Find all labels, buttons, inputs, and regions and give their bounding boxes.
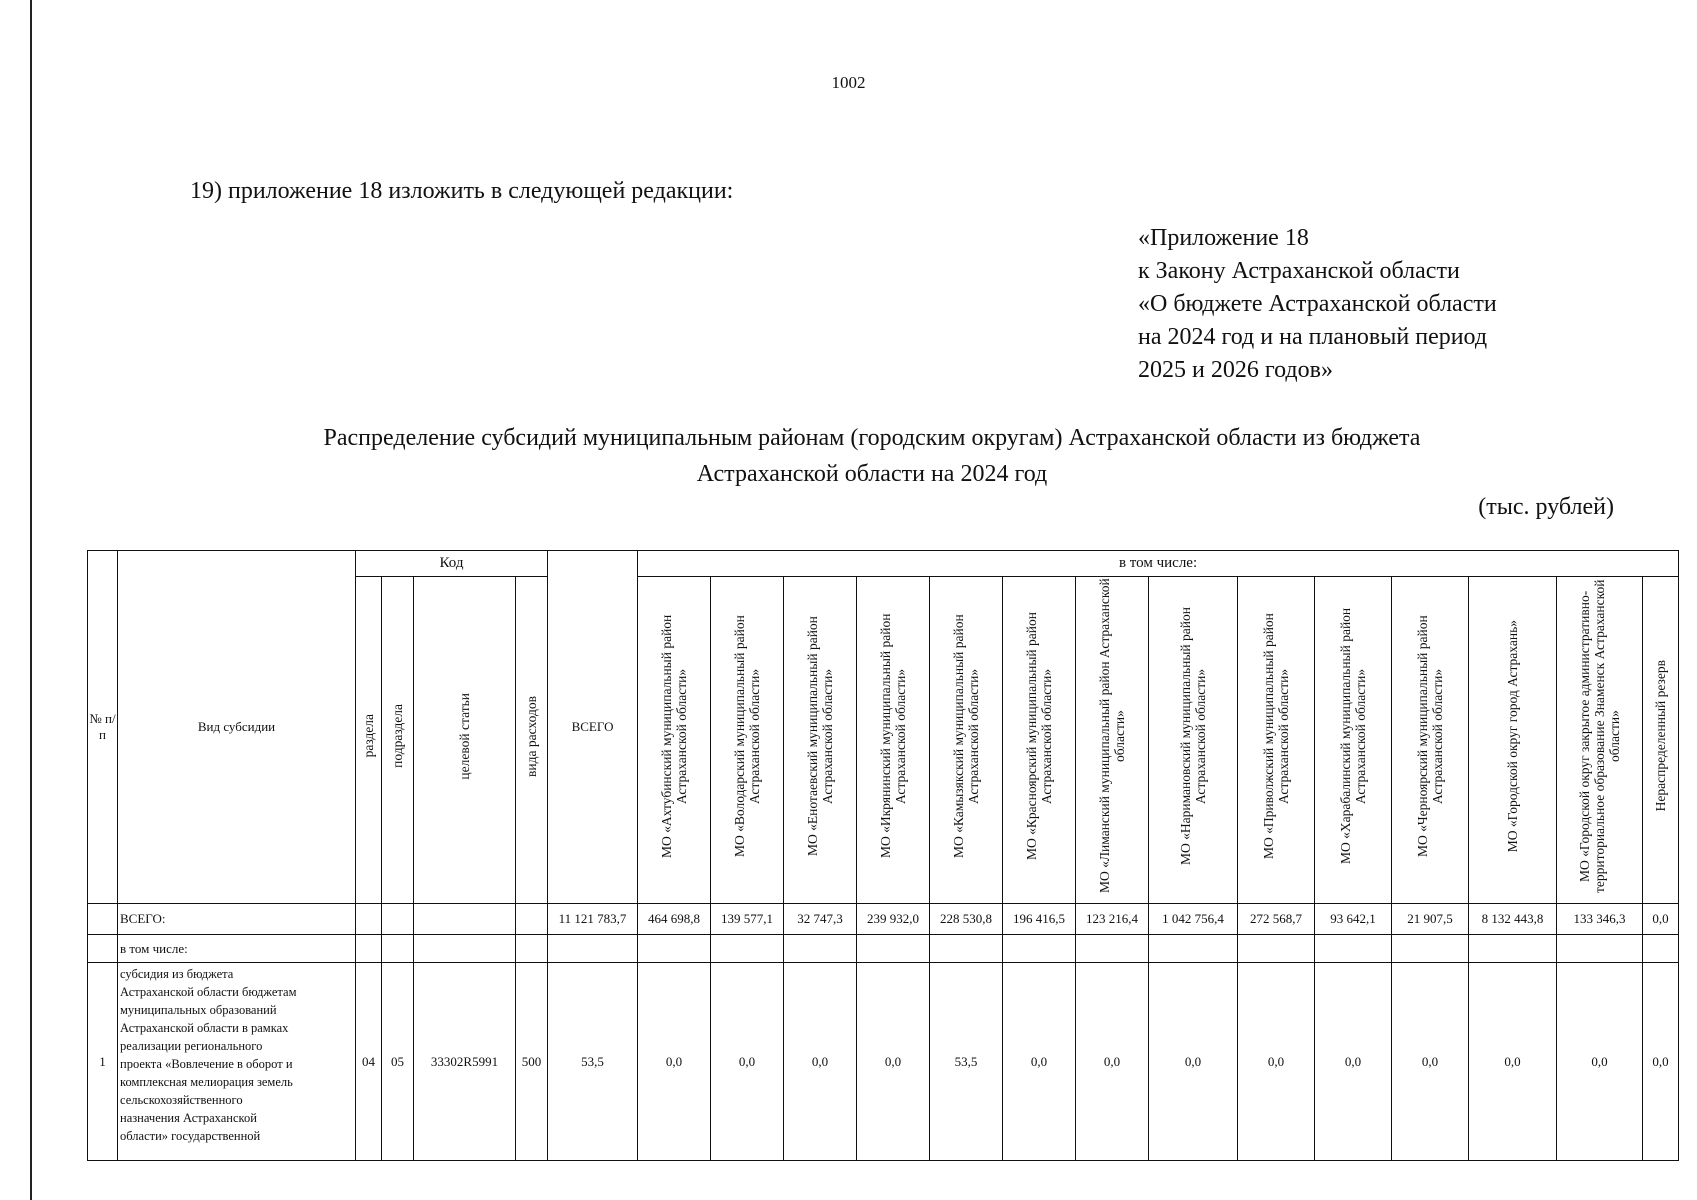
cell-value: 228 530,8 xyxy=(930,904,1003,935)
header-reserve: Нераспределенный резерв xyxy=(1643,577,1679,904)
cell-value: 0,0 xyxy=(784,963,857,1161)
header-municipality: МО «Володарский муниципальный район Астраханской области» xyxy=(711,577,784,904)
cell-value: 53,5 xyxy=(930,963,1003,1161)
cell-value: 0,0 xyxy=(1469,963,1557,1161)
appendix-line: «О бюджете Астраханской области xyxy=(1138,291,1497,317)
cell-value: 0,0 xyxy=(1076,963,1149,1161)
cell-vsego: 53,5 xyxy=(548,963,638,1161)
cell-podrazdel xyxy=(382,904,414,935)
cell-total-label: ВСЕГО: xyxy=(118,904,356,935)
header-kod: Код xyxy=(356,551,548,577)
appendix-reference xyxy=(1138,222,1497,387)
cell-value: 272 568,7 xyxy=(1238,904,1315,935)
desc-line: Астраханской области бюджетам xyxy=(120,985,297,999)
header-municipality: МО «Харабалинский муниципальный район Астраханской области» xyxy=(1315,577,1392,904)
header-vsego: ВСЕГО xyxy=(548,551,638,904)
header-municipality: МО «Енотаевский муниципальный район Астраханской области» xyxy=(784,577,857,904)
desc-line: назначения Астраханской xyxy=(120,1111,257,1125)
desc-line: муниципальных образований xyxy=(120,1003,277,1017)
header-podrazdela: подраздела xyxy=(382,577,414,904)
cell-num xyxy=(88,935,118,963)
cell-value: 0,0 xyxy=(1643,904,1679,935)
header-municipality: МО «Приволжский муниципальный район Астраханской области» xyxy=(1238,577,1315,904)
header-num: № п/п xyxy=(88,551,118,904)
title-line: Астраханской области на 2024 год xyxy=(696,461,1048,487)
page-margin-line xyxy=(30,0,32,1200)
header-municipality: МО «Лиманский муниципальный район Астраханской области» xyxy=(1076,577,1149,904)
cell-subsidy-description xyxy=(118,963,356,1161)
cell-celevaya xyxy=(414,904,516,935)
cell-value: 196 416,5 xyxy=(1003,904,1076,935)
appendix-line: к Закону Астраханской области xyxy=(1138,258,1460,284)
desc-line: реализации регионального xyxy=(120,1039,263,1053)
cell-razdel xyxy=(356,904,382,935)
cell-value: 464 698,8 xyxy=(638,904,711,935)
desc-line: области» государственной xyxy=(120,1129,261,1143)
cell-value: 0,0 xyxy=(711,963,784,1161)
cell-celevaya: 33302R5991 xyxy=(414,963,516,1161)
cell-num xyxy=(88,904,118,935)
cell-razdel: 04 xyxy=(356,963,382,1161)
table-row xyxy=(88,963,1679,1161)
desc-line: сельскохозяйственного xyxy=(120,1093,243,1107)
cell-value: 0,0 xyxy=(1149,963,1238,1161)
cell-value: 0,0 xyxy=(638,963,711,1161)
cell-value: 0,0 xyxy=(1643,963,1679,1161)
cell-podrazdel: 05 xyxy=(382,963,414,1161)
cell-vsego: 11 121 783,7 xyxy=(548,904,638,935)
desc-line: субсидия из бюджета xyxy=(120,967,234,981)
cell-value: 21 907,5 xyxy=(1392,904,1469,935)
cell-value: 0,0 xyxy=(1238,963,1315,1161)
cell-vid xyxy=(516,904,548,935)
document-title xyxy=(150,420,1594,492)
cell-value: 0,0 xyxy=(857,963,930,1161)
desc-line: Астраханской области в рамках xyxy=(120,1021,289,1035)
cell-value: 8 132 443,8 xyxy=(1469,904,1557,935)
header-municipality: МО «Наримановский муниципальный район Астраханской области» xyxy=(1149,577,1238,904)
page-number: 1002 xyxy=(831,73,866,92)
header-municipality: МО «Ахтубинский муниципальный район Астраханской области» xyxy=(638,577,711,904)
cell-value: 93 642,1 xyxy=(1315,904,1392,935)
header-celevoy-stati: целевой статьи xyxy=(414,577,516,904)
subsidy-distribution-table xyxy=(87,550,1679,1161)
header-in-that-number: в том числе: xyxy=(638,551,1679,577)
header-municipality: МО «Красноярский муниципальный район Астраханской области» xyxy=(1003,577,1076,904)
cell-vid: 500 xyxy=(516,963,548,1161)
header-municipality: МО «Городской округ город Астрахань» xyxy=(1469,577,1557,904)
cell-value: 1 042 756,4 xyxy=(1149,904,1238,935)
header-municipality: МО «Черноярский муниципальный район Астраханской области» xyxy=(1392,577,1469,904)
header-vid-subsidii: Вид субсидии xyxy=(118,551,356,904)
cell-including-label: в том числе: xyxy=(118,935,356,963)
cell-value: 0,0 xyxy=(1557,963,1643,1161)
table-row-total xyxy=(88,904,1679,935)
cell-value: 139 577,1 xyxy=(711,904,784,935)
header-vida-rashodov: вида расходов xyxy=(516,577,548,904)
cell-num: 1 xyxy=(88,963,118,1161)
units-label: (тыс. рублей) xyxy=(1478,494,1614,520)
appendix-line: 2025 и 2026 годов» xyxy=(1138,357,1333,383)
cell-value: 0,0 xyxy=(1392,963,1469,1161)
table-row-including xyxy=(88,935,1679,963)
appendix-line: «Приложение 18 xyxy=(1138,225,1309,251)
desc-line: комплексная мелиорация земель xyxy=(120,1075,293,1089)
cell-value: 0,0 xyxy=(1315,963,1392,1161)
cell-value: 32 747,3 xyxy=(784,904,857,935)
appendix-line: на 2024 год и на плановый период xyxy=(1138,324,1488,350)
desc-line: проекта «Вовлечение в оборот и xyxy=(120,1057,293,1071)
title-line: Распределение субсидий муниципальным районам (городским округам) Астраханской области из бюджета xyxy=(323,425,1421,451)
cell-value: 0,0 xyxy=(1003,963,1076,1161)
header-municipality: МО «Икрянинский муниципальный район Астраханской области» xyxy=(857,577,930,904)
cell-value: 239 932,0 xyxy=(857,904,930,935)
cell-value: 123 216,4 xyxy=(1076,904,1149,935)
cell-value: 133 346,3 xyxy=(1557,904,1643,935)
header-razdela: раздела xyxy=(356,577,382,904)
header-municipality: МО «Камызякский муниципальный район Астраханской области» xyxy=(930,577,1003,904)
header-municipality: МО «Городской округ закрытое административно-территориальное образование Знаменск Астраханской области» xyxy=(1557,577,1643,904)
intro-text: 19) приложение 18 изложить в следующей редакции: xyxy=(190,178,734,204)
